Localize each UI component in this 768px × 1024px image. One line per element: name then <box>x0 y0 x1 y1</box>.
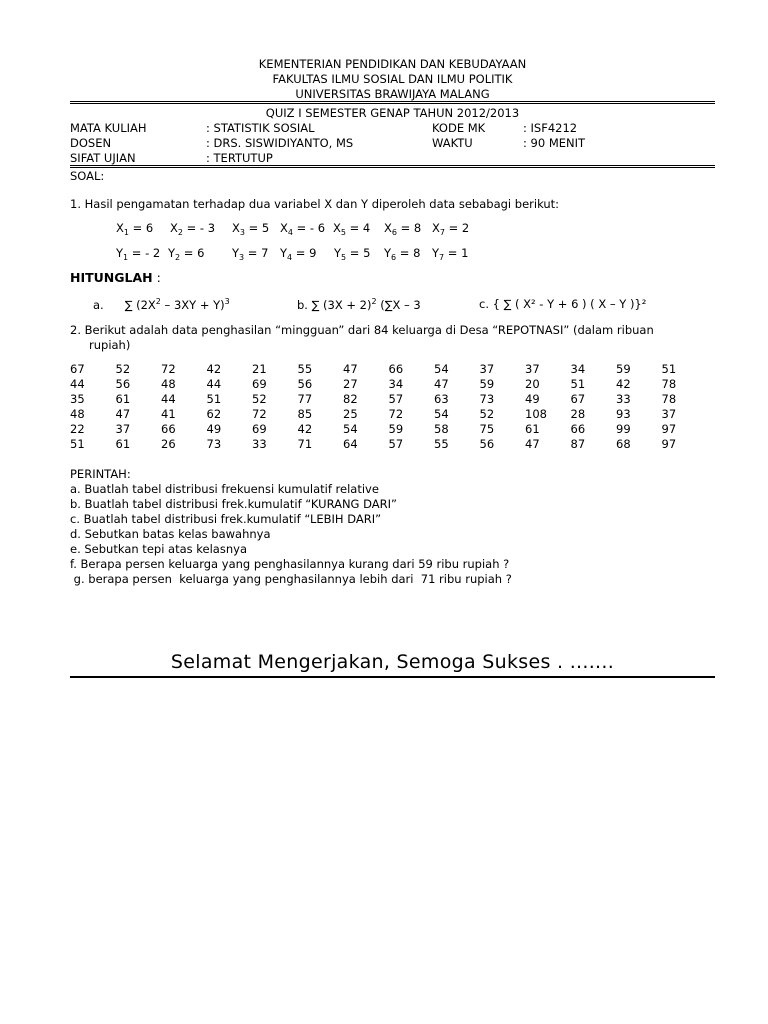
kode-mk-value: : ISF4212 <box>523 121 578 135</box>
question-2-text: 2. Berikut adalah data penghasilan “mingguan” dari 84 keluarga di Desa “REPOTNASI” (dalam ribuan <box>70 323 654 337</box>
table-cell: 37 <box>661 407 677 421</box>
waktu-label: WAKTU <box>432 136 473 150</box>
table-cell: 59 <box>479 377 495 391</box>
table-row <box>70 422 707 437</box>
table-cell: 87 <box>570 437 586 451</box>
table-cell: 44 <box>206 377 222 391</box>
table-cell: 75 <box>479 422 495 436</box>
perintah-section <box>70 467 512 587</box>
table-cell: 42 <box>297 422 313 436</box>
table-cell: 72 <box>252 407 267 421</box>
table-cell: 57 <box>388 437 404 451</box>
y-value-3: $Y_3 = 7$ <box>232 246 269 262</box>
institution-header <box>70 57 715 102</box>
table-cell: 47 <box>434 377 449 391</box>
table-cell: 37 <box>115 422 131 436</box>
info-divider <box>70 165 715 168</box>
table-cell: 48 <box>70 407 85 421</box>
table-row <box>70 392 707 407</box>
table-cell: 37 <box>479 362 495 376</box>
table-cell: 72 <box>161 362 176 376</box>
table-cell: 56 <box>479 437 495 451</box>
y-value-2: $Y_2 = 6$ <box>168 246 205 262</box>
soal-label: SOAL: <box>70 169 105 183</box>
x-value-3: $X_3 = 5$ <box>232 221 270 237</box>
table-cell: 44 <box>161 392 176 406</box>
y-value-6: $Y_6 = 8$ <box>384 246 421 262</box>
x-value-4: $X_4$ = - 6 <box>280 221 326 237</box>
info-row-lecturer <box>70 136 715 151</box>
table-cell: 33 <box>616 392 631 406</box>
mata-kuliah-value: : STATISTIK SOSIAL <box>206 121 315 135</box>
kode-mk-label: KODE MK <box>432 121 486 135</box>
waktu-value: : 90 MENIT <box>523 136 586 150</box>
table-cell: 78 <box>661 377 677 391</box>
table-cell: 52 <box>252 392 267 406</box>
table-cell: 54 <box>434 407 449 421</box>
formula-b: b. ∑ $(3X + 2)^2$ (∑X – 3 <box>297 297 421 312</box>
table-cell: 61 <box>115 437 131 451</box>
table-cell: 47 <box>525 437 540 451</box>
table-cell: 54 <box>343 422 358 436</box>
y-value-7: $Y_7 = 1$ <box>432 246 469 262</box>
table-cell: 73 <box>479 392 495 406</box>
header-divider <box>70 101 715 104</box>
table-cell: 69 <box>252 422 267 436</box>
table-cell: 61 <box>525 422 540 436</box>
perintah-item-g: g. berapa persen keluarga yang penghasilannya lebih dari 71 ribu rupiah ? <box>70 572 512 586</box>
y-value-4: $Y_4 = 9$ <box>280 246 317 262</box>
table-cell: 59 <box>388 422 404 436</box>
table-cell: 55 <box>434 437 449 451</box>
closing-divider <box>70 676 715 678</box>
table-row <box>70 362 707 377</box>
table-row <box>70 437 707 452</box>
perintah-item-b: b. Buatlah tabel distribusi frek.kumulatif “KURANG DARI” <box>70 497 397 511</box>
hitunglah-heading: HITUNGLAH : <box>70 270 161 285</box>
table-cell: 77 <box>297 392 313 406</box>
table-cell: 61 <box>115 392 131 406</box>
y-value-5: $Y_5 = 5$ <box>334 246 371 262</box>
table-cell: 27 <box>343 377 358 391</box>
table-cell: 58 <box>434 422 449 436</box>
table-cell: 34 <box>570 362 586 376</box>
table-cell: 78 <box>661 392 677 406</box>
table-cell: 72 <box>388 407 404 421</box>
table-cell: 34 <box>388 377 404 391</box>
table-cell: 56 <box>115 377 131 391</box>
x-values-row <box>116 221 676 237</box>
sifat-ujian-value: : TERTUTUP <box>206 151 273 165</box>
table-cell: 22 <box>70 422 85 436</box>
x-value-5: $X_5 = 4$ <box>333 221 371 237</box>
closing-message: Selamat Mengerjakan, Semoga Sukses . ....... <box>170 651 615 673</box>
table-cell: 21 <box>252 362 267 376</box>
table-cell: 51 <box>70 437 85 451</box>
table-cell: 56 <box>297 377 313 391</box>
table-cell: 52 <box>479 407 495 421</box>
table-cell: 93 <box>616 407 631 421</box>
table-cell: 49 <box>525 392 540 406</box>
table-cell: 57 <box>388 392 404 406</box>
y-value-1: $Y_1$ = - 2 <box>116 246 161 262</box>
sifat-ujian-label: SIFAT UJIAN <box>70 151 136 165</box>
header-university: UNIVERSITAS BRAWIJAYA MALANG <box>295 87 490 101</box>
table-cell: 62 <box>206 407 222 421</box>
income-data-table <box>70 362 707 452</box>
perintah-item-e: e. Sebutkan tepi atas kelasnya <box>70 542 247 556</box>
dosen-label: DOSEN <box>70 136 112 150</box>
perintah-item-c: c. Buatlah tabel distribusi frek.kumulatif “LEBIH DARI” <box>70 512 382 526</box>
table-cell: 69 <box>252 377 267 391</box>
table-cell: 68 <box>616 437 631 451</box>
table-cell: 42 <box>206 362 222 376</box>
table-cell: 25 <box>343 407 358 421</box>
dosen-value: : DRS. SISWIDIYANTO, MS <box>206 136 354 150</box>
table-cell: 48 <box>161 377 176 391</box>
x-value-2: $X_2$ = - 3 <box>170 221 216 237</box>
x-value-1: $X_1 = 6$ <box>116 221 154 237</box>
table-cell: 41 <box>161 407 176 421</box>
table-cell: 49 <box>206 422 222 436</box>
table-cell: 108 <box>525 407 547 421</box>
table-cell: 51 <box>661 362 677 376</box>
table-cell: 26 <box>161 437 176 451</box>
table-cell: 73 <box>206 437 222 451</box>
info-row-exam-type <box>70 151 715 166</box>
table-cell: 59 <box>616 362 631 376</box>
perintah-item-f: f. Berapa persen keluarga yang penghasilannya kurang dari 59 ribu rupiah ? <box>70 557 510 571</box>
formula-c: c. { ∑ ( X² - Y + 6 ) ( X – Y )}² <box>479 297 647 311</box>
mata-kuliah-label: MATA KULIAH <box>70 121 147 135</box>
table-cell: 55 <box>297 362 313 376</box>
course-info <box>70 121 715 166</box>
table-row <box>70 377 707 392</box>
table-cell: 20 <box>525 377 540 391</box>
table-cell: 42 <box>616 377 631 391</box>
y-values-row <box>116 246 676 262</box>
table-cell: 97 <box>661 437 677 451</box>
perintah-label: PERINTAH: <box>70 467 131 481</box>
table-cell: 33 <box>252 437 267 451</box>
table-cell: 35 <box>70 392 85 406</box>
table-cell: 28 <box>570 407 586 421</box>
table-cell: 52 <box>115 362 131 376</box>
table-cell: 47 <box>343 362 358 376</box>
table-cell: 37 <box>525 362 540 376</box>
table-cell: 71 <box>297 437 313 451</box>
table-cell: 51 <box>206 392 222 406</box>
table-cell: 67 <box>570 392 586 406</box>
table-cell: 44 <box>70 377 85 391</box>
table-cell: 66 <box>570 422 586 436</box>
table-cell: 66 <box>161 422 176 436</box>
table-cell: 67 <box>70 362 85 376</box>
question-1-text: 1. Hasil pengamatan terhadap dua variabel X dan Y diperoleh data sebabagi berikut: <box>70 197 560 211</box>
table-cell: 51 <box>570 377 586 391</box>
question-2-text-cont: rupiah) <box>89 338 131 352</box>
x-value-6: $X_6 = 8$ <box>384 221 422 237</box>
table-row <box>70 407 707 422</box>
table-cell: 54 <box>434 362 449 376</box>
quiz-title: QUIZ I SEMESTER GENAP TAHUN 2012/2013 <box>265 106 520 120</box>
x-value-7: $X_7 = 2$ <box>432 221 470 237</box>
info-row-course <box>70 121 715 136</box>
table-cell: 85 <box>297 407 313 421</box>
perintah-item-a: a. Buatlah tabel distribusi frekuensi kumulatif relative <box>70 482 379 496</box>
table-cell: 82 <box>343 392 358 406</box>
table-cell: 66 <box>388 362 404 376</box>
table-cell: 99 <box>616 422 631 436</box>
perintah-item-d: d. Sebutkan batas kelas bawahnya <box>70 527 271 541</box>
formula-a: a. ∑ $(2X^2 - 3XY + Y)^3$ <box>93 297 230 312</box>
table-cell: 63 <box>434 392 449 406</box>
table-cell: 47 <box>115 407 131 421</box>
header-ministry: KEMENTERIAN PENDIDIKAN DAN KEBUDAYAAN <box>258 57 527 71</box>
table-cell: 64 <box>343 437 358 451</box>
table-cell: 97 <box>661 422 677 436</box>
header-faculty: FAKULTAS ILMU SOSIAL DAN ILMU POLITIK <box>272 72 513 86</box>
